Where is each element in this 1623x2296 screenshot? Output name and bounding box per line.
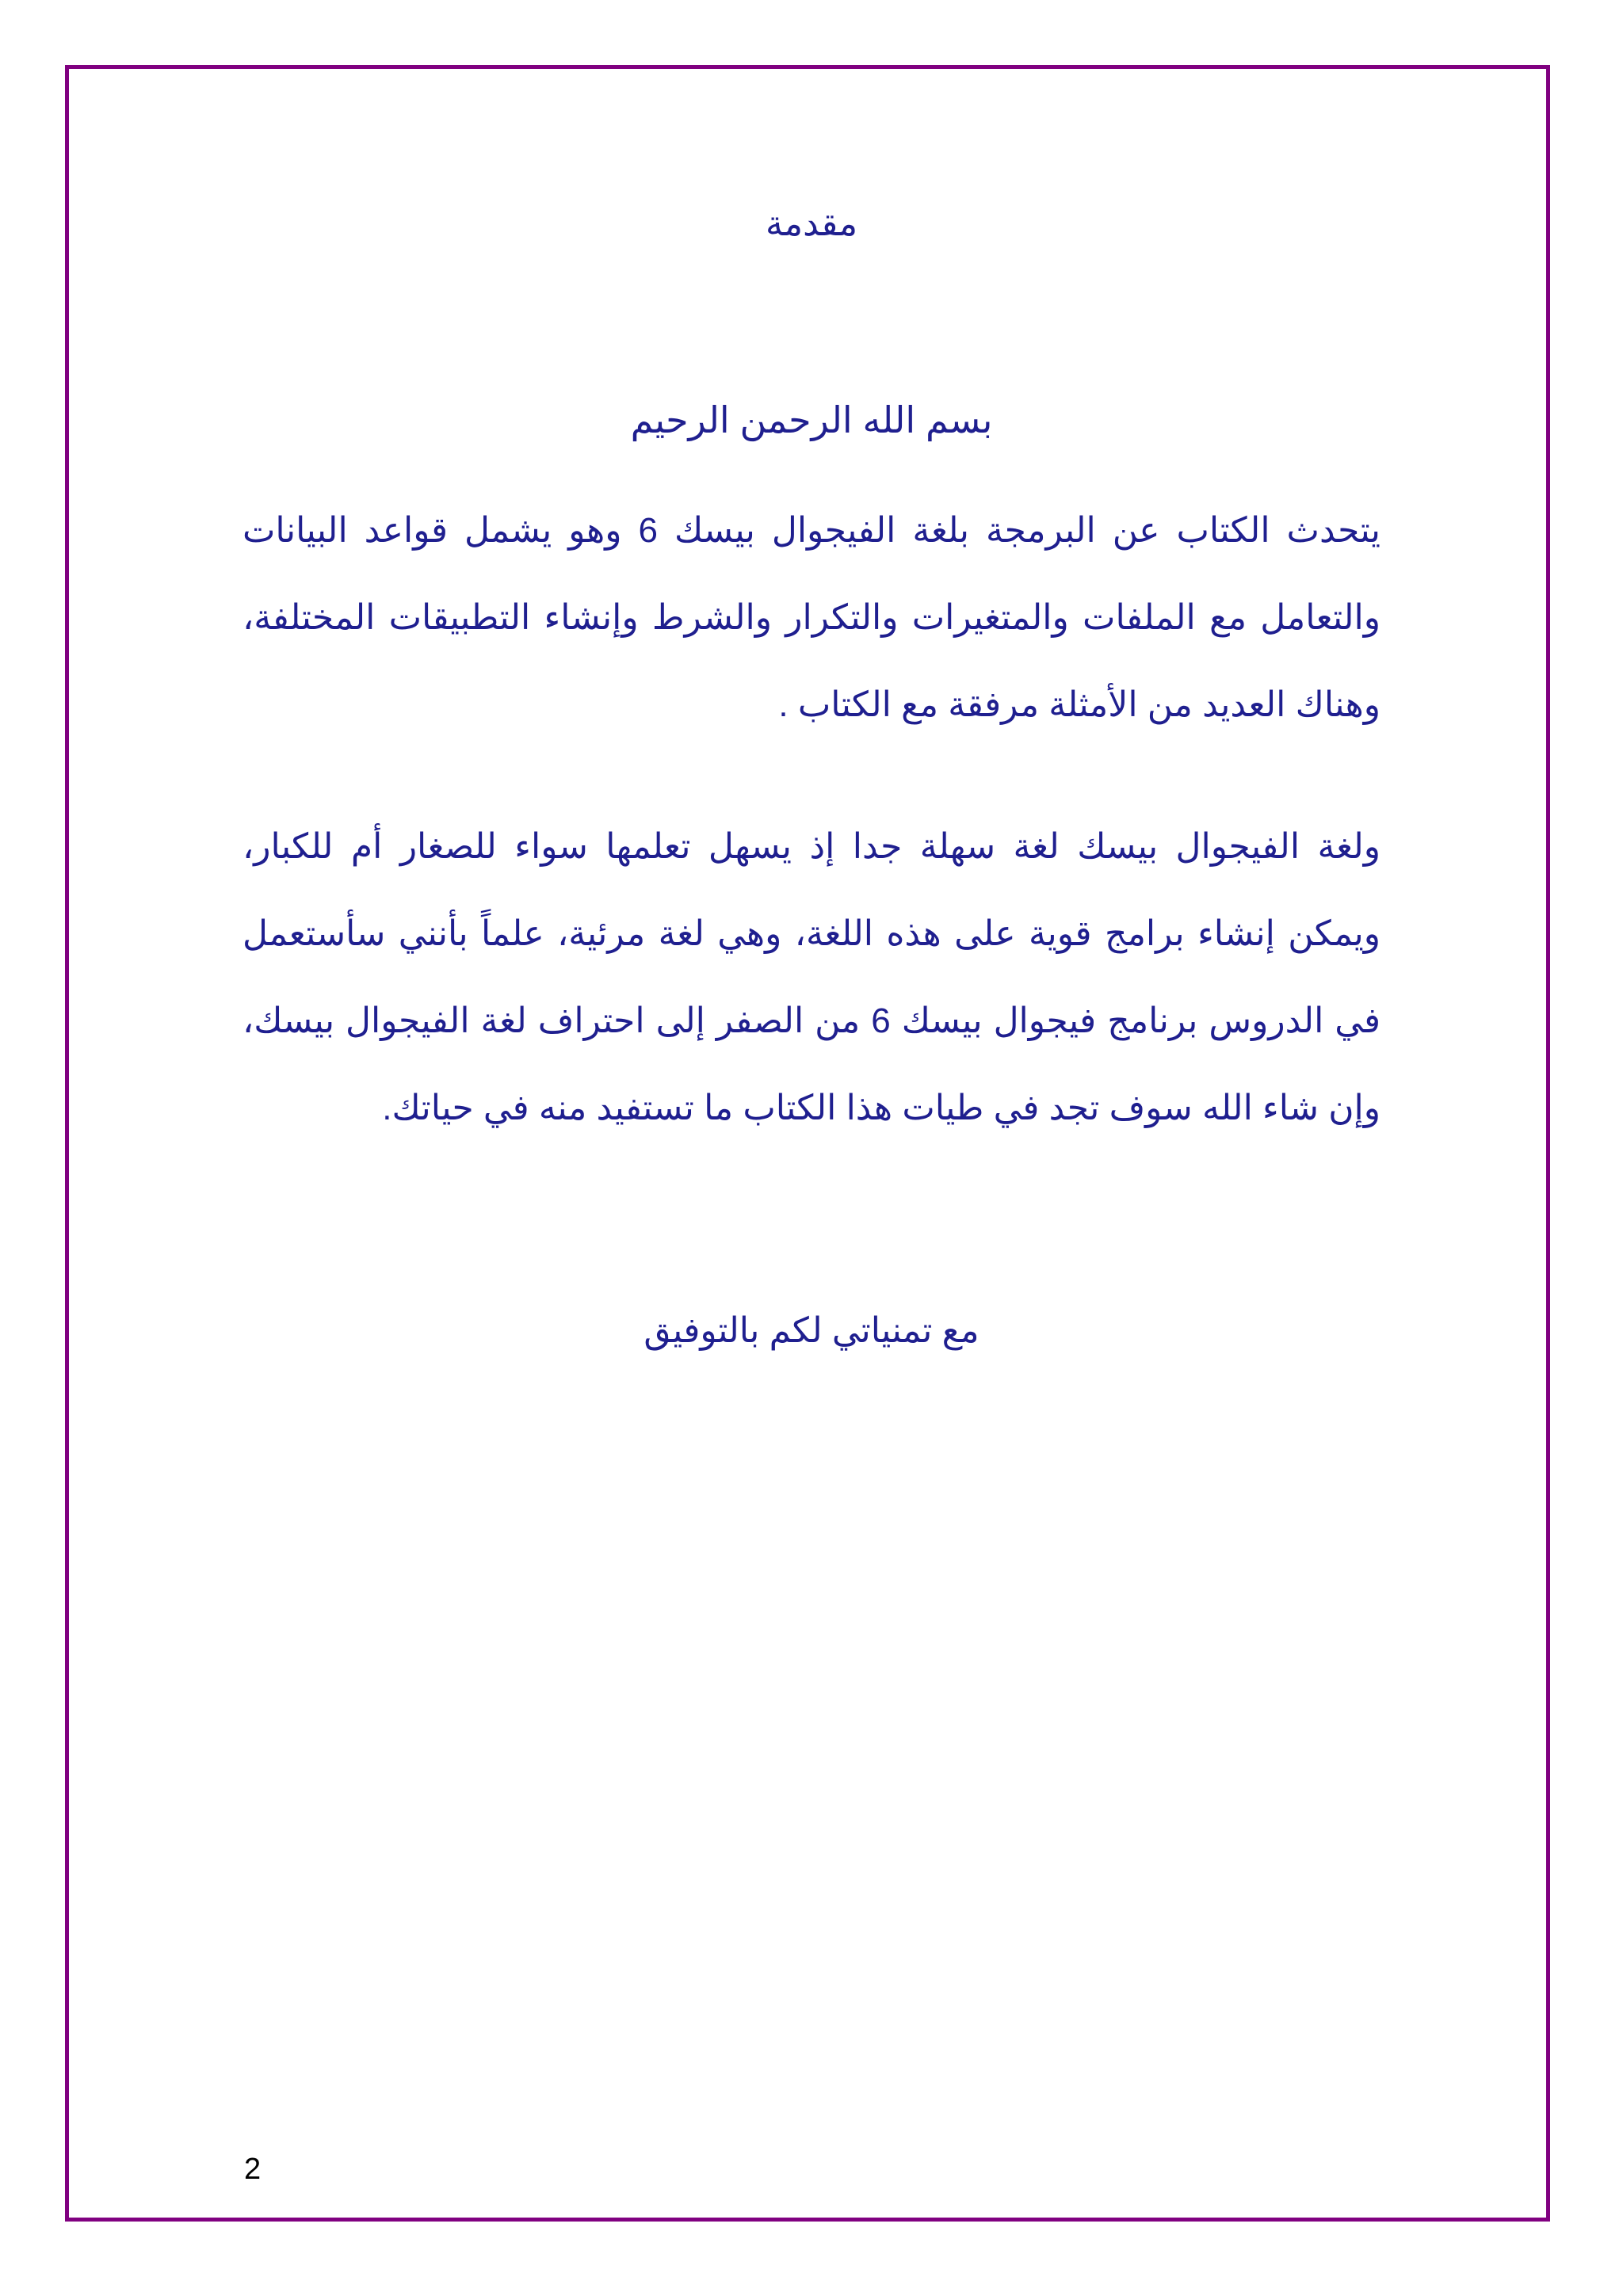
intro-paragraph-1: يتحدث الكتاب عن البرمجة بلغة الفيجوال بيسك 6 وهو يشمل قواعد البيانات والتعامل مع الملفات والمتغيرات والتكرار والشرط وإنشاء التطبيقات المختلفة، وهناك العديد من الأمثلة مرفقة مع الكتاب . <box>242 511 1381 724</box>
page-title: مقدمة <box>765 204 858 243</box>
closing-line: مع تمنياتي لكم بالتوفيق <box>643 1311 980 1350</box>
page-number: 2 <box>244 2153 262 2186</box>
basmala-heading: بسم الله الرحمن الرحيم <box>630 399 993 441</box>
intro-paragraph-2: ولغة الفيجوال بيسك لغة سهلة جدا إذ يسهل تعلمها سواء للصغار أم للكبار، ويمكن إنشاء برامج قوية على هذه اللغة، وهي لغة مرئية، علماً بأنني سأستعمل في الدروس برنامج فيجوال بيسك 6 من الصفر إلى احتراف لغة الفيجوال بيسك، وإن شاء الله سوف تجد في طيات هذا الكتاب ما تستفيد منه في حياتك. <box>242 827 1381 1127</box>
